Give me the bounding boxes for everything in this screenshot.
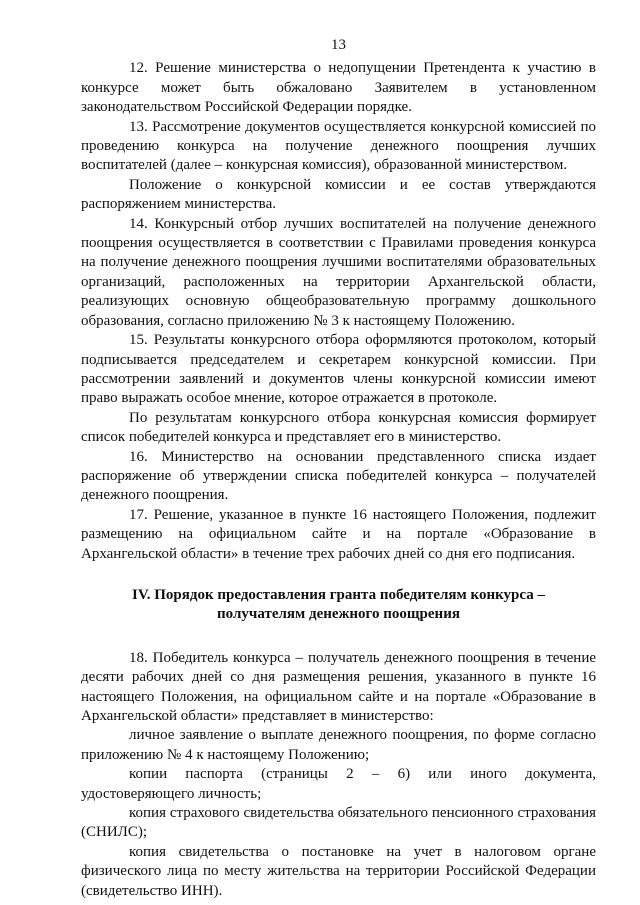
list-item-passport: копии паспорта (страницы 2 – 6) или иного документа, удостоверяющего личность; <box>81 766 596 802</box>
paragraph-12: 12. Решение министерства о недопущении Претендента к участию в конкурсе может быть обжаловано Заявителем в установленном законодательством Российской Федерации порядке. <box>81 60 596 116</box>
paragraph-17: 17. Решение, указанное в пункте 16 настоящего Положения, подлежит размещению на официальном сайте и на портале «Образование в Архангельской области» в течение трех рабочих дней со дня его подписания. <box>81 506 596 562</box>
paragraph-13: 13. Рассмотрение документов осуществляется конкурсной комиссией по проведению конкурса на получение денежного поощрения лучших воспитателей (далее – конкурсная комиссия), образованной министерством. <box>81 118 596 174</box>
page-number: 13 <box>331 37 346 53</box>
section-heading-line-2: получателям денежного поощрения <box>217 606 460 623</box>
section-before <box>81 59 596 564</box>
paragraph-14: 14. Конкурсный отбор лучших воспитателей на получение денежного поощрения осуществляется в соответствии с Правилами проведения конкурса на получение денежного поощрения лучшими воспитателями образовательных организаций, расположенных на территории Архангельской области, реализующих основную общеобразовательную программу дошкольного образования, согласно приложению № 3 к настоящему Положению. <box>81 215 596 329</box>
paragraph-15-results: По результатам конкурсного отбора конкурсная комиссия формирует список победителей конкурса и представляет его в министерство. <box>81 409 596 446</box>
paragraph-15: 15. Результаты конкурсного отбора оформляются протоколом, который подписывается председателем и секретарем конкурсной комиссии. При рассмотрении заявлений и документов члены конкурсной комиссии имеют право выражать особое мнение, которое отражается в протоколе. <box>81 332 596 407</box>
paragraph-13-commission: Положение о конкурсной комиссии и ее состав утверждаются распоряжением министерства. <box>81 176 596 213</box>
section-heading <box>81 586 596 625</box>
list-item-application: личное заявление о выплате денежного поощрения, по форме согласно приложению № 4 к настоящему Положению; <box>81 727 596 763</box>
section-heading-line-1: IV. Порядок предоставления гранта победителям конкурса – <box>132 586 545 603</box>
section-after <box>81 649 596 901</box>
list-item-inn: копия свидетельства о постановке на учет в налоговом органе физического лица по месту жительства на территории Российской Федерации (свидетельство ИНН). <box>81 843 596 899</box>
list-item-snils: копия страхового свидетельства обязательного пенсионного страхования (СНИЛС); <box>81 805 596 841</box>
paragraph-16: 16. Министерство на основании представленного списка издает распоряжение об утверждении списка победителей конкурса – получателей денежного поощрения. <box>81 448 596 504</box>
paragraph-18: 18. Победитель конкурса – получатель денежного поощрения в течение десяти рабочих дней со дня размещения решения, указанного в пункте 16 настоящего Положения, на официальном сайте и на портале «Образование в Архангельской области» представляет в министерство: <box>81 649 596 724</box>
